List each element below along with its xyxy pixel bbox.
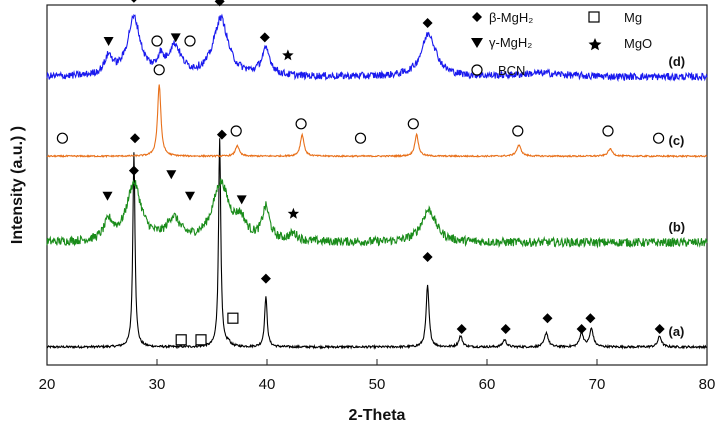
legend-diamond-marker xyxy=(472,12,482,22)
diamond-marker xyxy=(585,313,595,323)
series-line xyxy=(47,85,707,157)
y-axis-title: Intensity (a.u.) ) xyxy=(9,125,26,245)
diamond-marker xyxy=(577,324,587,334)
circle-marker xyxy=(408,119,418,129)
circle-marker xyxy=(154,65,164,75)
diamond-marker xyxy=(130,133,140,143)
marker-layer xyxy=(57,0,664,345)
legend-label-gamma-mgh2: γ-MgH₂ xyxy=(489,35,533,50)
series-line xyxy=(47,179,707,247)
legend-circle-marker xyxy=(472,65,482,75)
x-tick-label: 80 xyxy=(698,376,716,393)
square-marker xyxy=(228,313,238,323)
legend-item-beta-mgh2 xyxy=(472,10,533,25)
circle-marker xyxy=(152,36,162,46)
diamond-marker xyxy=(543,313,553,323)
plot-frame xyxy=(47,5,707,365)
circle-marker xyxy=(57,133,67,143)
diamond-marker xyxy=(423,18,433,28)
triangle-marker xyxy=(171,33,181,42)
triangle-marker xyxy=(166,170,176,179)
diamond-marker xyxy=(261,274,271,284)
circle-marker xyxy=(654,133,664,143)
legend-label-bcn: BCN xyxy=(498,63,526,78)
legend-label-beta-mgh2: β-MgH₂ xyxy=(489,10,534,25)
x-tick-label: 70 xyxy=(588,376,606,393)
legend-triangle-marker xyxy=(471,38,483,48)
diamond-marker xyxy=(655,324,665,334)
legend-item-mgo xyxy=(589,36,653,51)
circle-marker xyxy=(296,119,306,129)
circle-marker xyxy=(231,126,241,136)
triangle-marker xyxy=(185,192,195,201)
legend-square-marker xyxy=(589,12,599,22)
diamond-marker xyxy=(457,324,467,334)
triangle-marker xyxy=(237,195,247,204)
x-axis-title: 2-Theta xyxy=(348,407,406,424)
circle-marker xyxy=(603,126,613,136)
x-tick-label: 50 xyxy=(368,376,386,393)
curve-label: (d) xyxy=(668,53,686,69)
x-tick-label: 40 xyxy=(258,376,276,393)
x-tick-label: 60 xyxy=(478,376,496,393)
curve-label: (b) xyxy=(668,219,686,235)
series-line xyxy=(47,15,707,80)
star-marker xyxy=(288,208,299,219)
diamond-marker xyxy=(260,32,270,42)
legend-item-gamma-mgh2 xyxy=(471,35,532,50)
triangle-marker xyxy=(104,37,114,46)
diamond-marker xyxy=(501,324,511,334)
legend-label-mg: Mg xyxy=(624,10,643,25)
diamond-marker xyxy=(423,252,433,262)
square-marker xyxy=(196,335,206,345)
triangle-marker xyxy=(103,192,113,201)
x-tick-label: 20 xyxy=(38,376,56,393)
legend-item-mg xyxy=(589,10,642,25)
circle-marker xyxy=(185,36,195,46)
x-axis-ticks xyxy=(39,359,716,393)
series-layer xyxy=(47,15,707,348)
star-marker xyxy=(282,49,293,60)
square-marker xyxy=(176,335,186,345)
curve-labels xyxy=(669,54,686,339)
circle-marker xyxy=(356,133,366,143)
legend xyxy=(471,10,652,78)
legend-star-marker xyxy=(589,38,602,50)
legend-label-mgo: MgO xyxy=(624,36,653,51)
curve-label: (c) xyxy=(668,133,685,148)
circle-marker xyxy=(513,126,523,136)
curve-label: (a) xyxy=(668,323,685,339)
diamond-marker xyxy=(217,130,227,140)
x-tick-label: 30 xyxy=(148,376,166,393)
diamond-marker xyxy=(129,166,139,176)
diamond-marker xyxy=(129,0,139,3)
